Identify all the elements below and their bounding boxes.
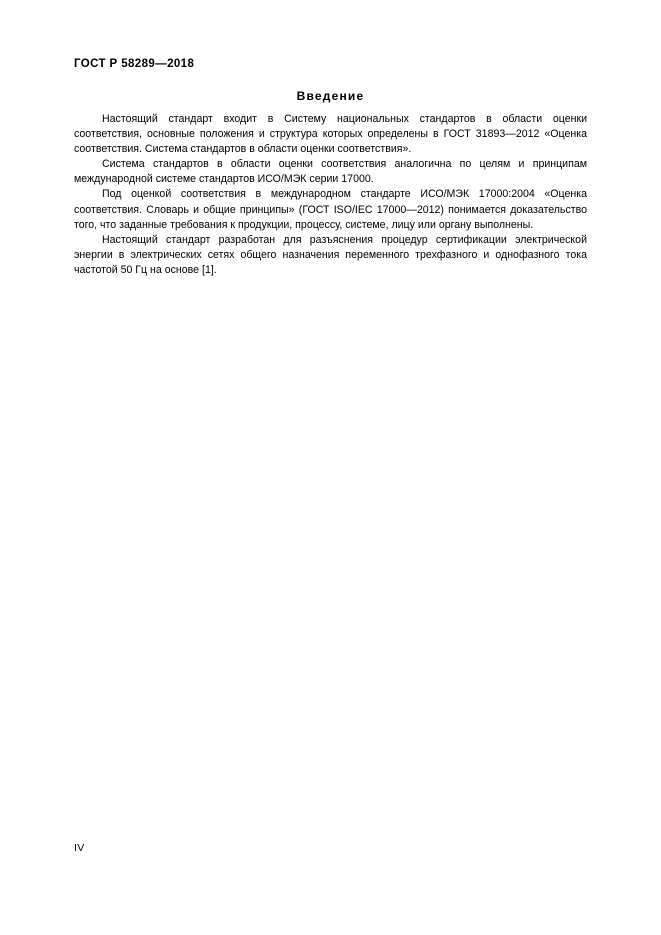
- paragraph: Настоящий стандарт разработан для разъяснения процедур сертификации электрической энергии в электрических сетях общего назначения переменного трехфазного и однофазного тока частотой 50 Гц на основе [1].: [74, 233, 587, 276]
- paragraph: Система стандартов в области оценки соответствия аналогична по целям и принципам международной системе стандартов ИСО/МЭК серии 17000.: [74, 158, 587, 186]
- introduction-body: [74, 112, 587, 278]
- paragraph: Настоящий стандарт входит в Систему национальных стандартов в области оценки соответствия, основные положения и структура которых определены в ГОСТ 31893—2012 «Оценка соответствия. Система стандартов в области оценки соответствия».: [74, 113, 587, 156]
- page-title: Введение: [296, 89, 365, 103]
- standard-designation: ГОСТ Р 58289—2018: [74, 58, 195, 70]
- page-number: IV: [74, 842, 85, 854]
- paragraph: Под оценкой соответствия в международном стандарте ИСО/МЭК 17000:2004 «Оценка соответствия. Словарь и общие принципы» (ГОСТ ISO/IEC 17000—2012) понимается доказательство того, что заданные требования к продукции, процессу, системе, лицу или органу выполнены.: [74, 188, 587, 231]
